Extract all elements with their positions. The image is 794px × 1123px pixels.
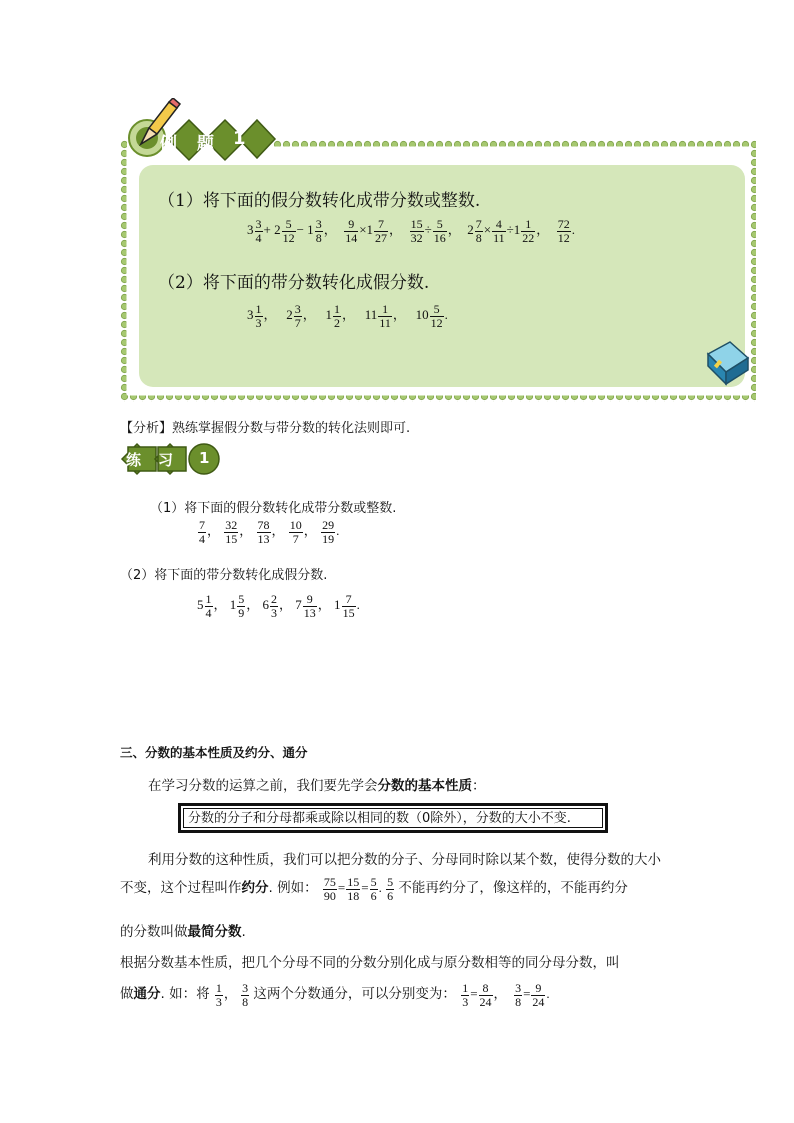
practice-badge-char2: 习 [158,451,174,469]
example-badge-number: 1 [233,128,246,149]
p2-text-c: 这两个分数通分，可以分别变为： [253,986,456,1003]
practice-badge-char1: 练 [126,451,142,469]
example-badge-char1: 例 [160,134,177,154]
book-icon [702,338,752,386]
reduction-example: $\frac{75}{90}$ = $\frac{15}{18}$ = $\frac{5}{6}$ . $\frac{5}{6}$ [323,875,394,903]
common-denominator-fractions: $\frac{1}{3}$ ， $\frac{3}{8}$ [215,981,249,1009]
p1-text-b: . 例如： [268,880,318,897]
example-q1-label: （1）将下面的假分数转化成带分数或整数. [158,191,481,211]
common-denominator-result: $\frac{1}{3}$ = $\frac{8}{24}$ ， $\frac{3}{8}$ = $\frac{9}{24}$ . [462,981,550,1009]
p2-text-a: 做 [120,986,134,1003]
term-simplest-fraction: 最简分数 [187,924,242,940]
rule-box [178,803,608,833]
practice-q2-label: （2）将下面的带分数转化成假分数. [120,568,328,583]
paragraph1-line1: 利用分数的这种性质，我们可以把分数的分子、分母同时除以某个数，使得分数的大小 [148,852,661,868]
example-q2-expressions: 3 $\frac{1}{3}$ ， 2 $\frac{3}{7}$ ， 1 $\frac{1}{2}$ ， 11 $\frac{1}{11}$ ， 10 $\frac{5}{12}$ . [247,302,448,330]
practice-q2-expressions: 5 $\frac{1}{4}$ ， 1 $\frac{5}{9}$ ， 6 $\frac{2}{3}$ ， 7 $\frac{9}{13}$ ， 1 $\frac{7}{15}$ . [197,592,360,620]
practice-q1-label: （1）将下面的假分数转化成带分数或整数. [150,501,397,516]
p1-text-e: . [241,924,246,940]
analysis-line [120,417,410,436]
example-q2-label: （2）将下面的带分数转化成假分数. [158,273,430,293]
analysis-tag: 【分析】 [120,421,173,436]
section-title: 三、分数的基本性质及约分、通分 [120,745,308,760]
intro-bold-term: 分数的基本性质 [377,778,472,794]
term-tongfen: 通分 [133,986,161,1003]
p1-text-a: 不变，这个过程叫作 [120,880,242,897]
intro-colon: ： [472,778,486,794]
example-q1-expressions: 3 $\frac{3}{4}$ + 2 $\frac{5}{12}$ − 1 $\frac{3}{8}$ ， $\frac{9}{14}$ ×1 $\frac{7}{27}$ ， $\frac{15}{32}$ ÷ $\frac{5}{16}$ ， 2 $\frac{7}{8}$ × $\frac{4}{11}$ ÷1 $\frac{1}{22}$ ， $\frac{72}{12}$ . [247,217,576,245]
p1-text-d: 的分数叫做 [120,924,188,940]
paragraph2-line2 [120,982,550,1008]
paragraph1-line2 [120,876,628,902]
paragraph1-line3 [120,920,246,940]
p2-text-b: . 如：将 [160,986,210,1003]
p1-text-c: 不能再约分了，像这样的，不能再约分 [398,880,628,897]
term-yuefen: 约分 [241,880,269,897]
rule-text: 分数的分子和分母都乘或除以相同的数（0除外），分数的大小不变. [183,808,603,828]
example-badge-char2: 题 [197,134,214,154]
practice-badge-number: 1 [199,449,210,467]
paragraph2-line1: 根据分数基本性质，把几个分母不同的分数分别化成与原分数相等的同分母分数，叫 [120,955,620,971]
practice-q1-expressions: $\frac{7}{4}$ ， $\frac{32}{15}$ ， $\frac{78}{13}$ ， $\frac{10}{7}$ ， $\frac{29}{19}$ . [199,518,340,546]
intro-text: 在学习分数的运算之前，我们要先学会 [148,778,378,794]
analysis-text: 熟练掌握假分数与带分数的转化法则即可. [172,421,411,436]
section-intro [148,774,486,794]
